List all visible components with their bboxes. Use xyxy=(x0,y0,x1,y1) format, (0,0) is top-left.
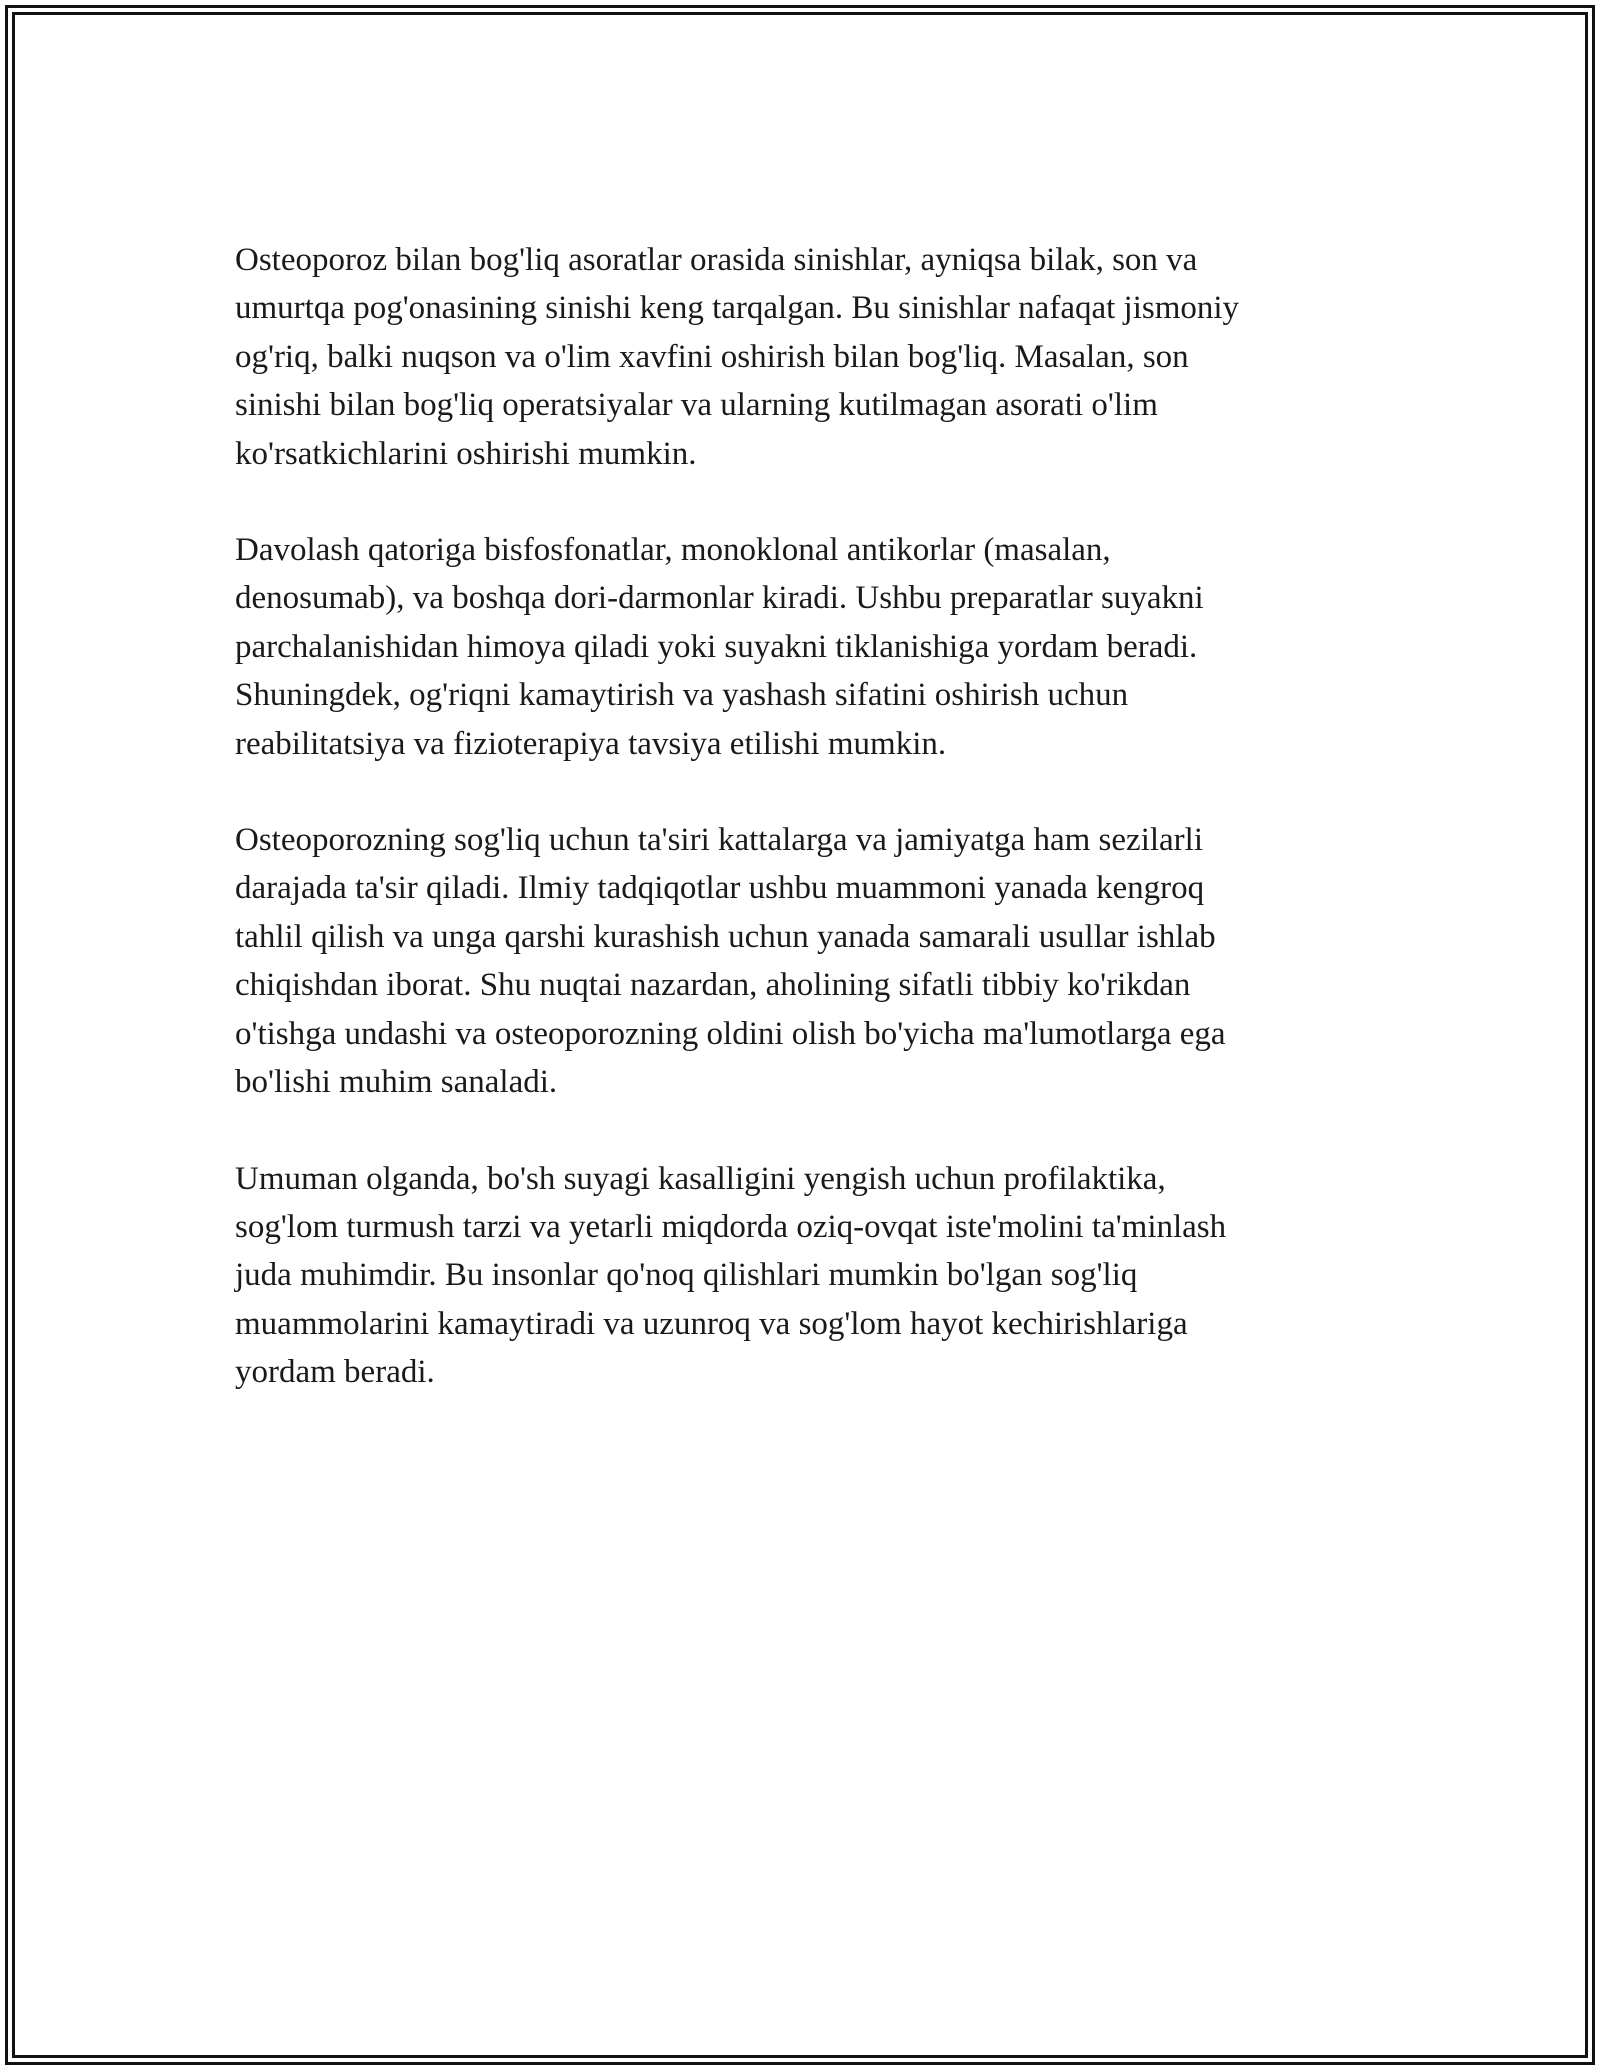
paragraph-4: Umuman olganda, bo'sh suyagi kasalligini yengish uchun profilaktika, sog'lom turmush tarzi va yetarli miqdorda oziq-ovqat iste'molini ta'minlash juda muhimdir. Bu insonlar qo'noq qilishlari mumkin bo'lgan sog'liq muammolarini kamaytiradi va uzunroq va sog'lom hayot kechirishlariga yordam beradi. xyxy=(235,1160,1227,1391)
document-body xyxy=(235,236,1355,1445)
paragraph-3: Osteoporozning sog'liq uchun ta'siri kattalarga va jamiyatga ham sezilarli darajada ta'sir qiladi. Ilmiy tadqiqotlar ushbu muammoni yanada kengroq tahlil qilish va unga qarshi kurashish uchun yanada samarali usullar ishlab chiqishdan iborat. Shu nuqtai nazardan, aholining sifatli tibbiy ko'rikdan o'tishga undashi va osteoporozning oldini olish bo'yicha ma'lumotlarga ega bo'lishi muhim sanaladi. xyxy=(235,822,1226,1101)
paragraph-1: Osteoporoz bilan bog'liq asoratlar orasida sinishlar, ayniqsa bilak, son va umurtqa pog'onasining sinishi keng tarqalgan. Bu sinishlar nafaqat jismoniy og'riq, balki nuqson va o'lim xavfini oshirish bilan bog'liq. Masalan, son sinishi bilan bog'liq operatsiyalar va ularning kutilmagan asorati o'lim ko'rsatkichlarini oshirishi mumkin. xyxy=(235,242,1240,472)
paragraph-2: Davolash qatoriga bisfosfonatlar, monoklonal antikorlar (masalan, denosumab), va boshqa dori-darmonlar kiradi. Ushbu preparatlar suyakni parchalanishidan himoya qiladi yoki suyakni tiklanishiga yordam beradi. Shuningdek, og'riqni kamaytirish va yashash sifatini oshirish uchun reabilitatsiya va fizioterapiya tavsiya etilishi mumkin. xyxy=(235,532,1204,762)
